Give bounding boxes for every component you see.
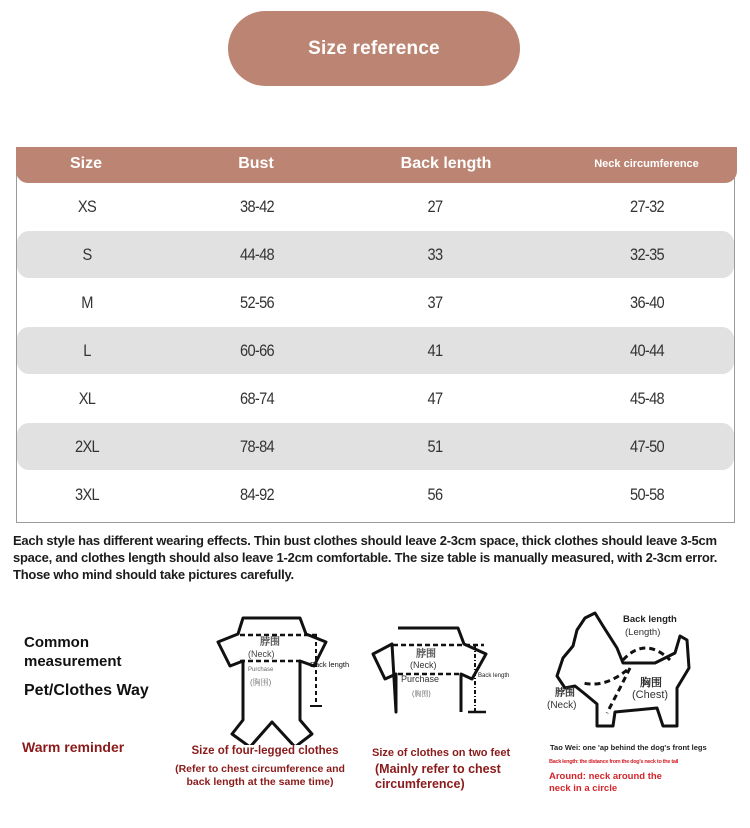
cell-back-length: 27 — [427, 197, 443, 216]
cell-bust: 44-48 — [240, 245, 274, 264]
four-legged-purchase: Purchase — [248, 667, 274, 673]
two-feet-caption: Size of clothes on two feet — [372, 747, 511, 759]
table-row — [17, 423, 734, 470]
two-feet-back-length: Back length — [478, 673, 510, 679]
cell-back-length: 47 — [427, 389, 443, 408]
two-feet-neck-cn: 脖围 — [416, 649, 436, 660]
four-legged-neck: (Neck) — [248, 649, 275, 659]
cell-back-length: 51 — [427, 437, 443, 456]
cell-bust: 60-66 — [240, 341, 274, 360]
back-length-note: Back length: the distance from the dog's neck to the tail — [549, 759, 679, 765]
dog-outline — [557, 613, 689, 726]
cell-bust: 68-74 — [240, 389, 274, 408]
cell-neck-circumference: 32-35 — [630, 245, 664, 264]
sizing-note: Each style has different wearing effects. Thin bust clothes should leave 2-3cm space, thick clothes should leave 3-5cm space, and clothes length should also leave 1-2cm comfortable. The size table is manually measured, with 2-3cm error. Those who mind should take pictures carefully. — [13, 533, 718, 582]
column-header-bust: Bust — [238, 155, 274, 172]
table-row — [17, 471, 734, 518]
four-legged-chest-cn: (胸围) — [250, 678, 272, 687]
cell-neck-circumference: 27-32 — [630, 197, 664, 216]
tao-wei-note: Tao Wei: one 'ap behind the dog's front legs — [550, 743, 707, 752]
cell-size: 3XL — [75, 485, 99, 504]
four-legged-sub-caption-line2: back length at the same time) — [186, 776, 334, 788]
dog-neck-cn: 脖围 — [555, 688, 575, 699]
cell-back-length: 41 — [427, 341, 443, 360]
cell-size: S — [82, 245, 92, 264]
four-legged-neck-cn: 脖围 — [260, 637, 280, 648]
pet-clothes-way-label: Pet/Clothes Way — [24, 682, 149, 699]
column-header-neck-circumference: Neck circumference — [594, 158, 699, 170]
cell-size: 2XL — [75, 437, 99, 456]
cell-bust: 78-84 — [240, 437, 274, 456]
cell-size: L — [83, 341, 91, 360]
four-legged-caption: Size of four-legged clothes — [191, 745, 339, 757]
around-note-line2: neck in a circle — [549, 783, 618, 794]
two-feet-purchase: Purchase — [401, 674, 440, 684]
dog-chest: (Chest) — [632, 689, 669, 701]
two-feet-sub-caption — [375, 762, 535, 792]
table-row — [17, 183, 734, 230]
four-legged-sub-caption-line1: (Refer to chest circumference and — [175, 763, 345, 775]
cell-bust: 38-42 — [240, 197, 274, 216]
common-measurement-label — [24, 633, 122, 671]
four-legged-back-length: Back length — [310, 660, 350, 669]
cell-back-length: 56 — [427, 485, 443, 504]
size-table — [16, 147, 735, 523]
dog-measurement-diagram — [545, 608, 705, 740]
two-feet-neck: (Neck) — [410, 660, 437, 670]
cell-size: XS — [77, 197, 97, 216]
cell-neck-circumference: 50-58 — [630, 485, 664, 504]
cell-back-length: 37 — [427, 293, 443, 312]
cell-size: XL — [78, 389, 96, 408]
column-header-size: Size — [69, 155, 102, 172]
cell-bust: 84-92 — [240, 485, 274, 504]
common-label-line1: Common — [24, 634, 89, 651]
two-feet-chest-cn: (胸围) — [412, 691, 431, 698]
two-feet-clothes-outline — [373, 628, 486, 712]
cell-neck-circumference: 36-40 — [630, 293, 664, 312]
dog-neck: (Neck) — [547, 700, 577, 711]
two-feet-sub-caption-line1: (Mainly refer to chest — [375, 762, 501, 776]
dog-length: (Length) — [625, 627, 661, 638]
cell-neck-circumference: 47-50 — [630, 437, 664, 456]
common-label-line2: measurement — [24, 653, 122, 670]
around-note — [549, 771, 662, 795]
table-header — [16, 147, 737, 183]
table-row — [17, 279, 734, 326]
cell-size: M — [81, 293, 93, 312]
table-row — [17, 375, 734, 422]
two-feet-clothes-diagram — [368, 622, 528, 717]
table-row — [17, 327, 734, 374]
warm-reminder-label: Warm reminder — [22, 739, 125, 755]
four-legged-sub-caption — [160, 763, 360, 789]
two-feet-sub-caption-line2: circumference) — [375, 777, 465, 791]
table-row — [17, 231, 734, 278]
cell-bust: 52-56 — [240, 293, 274, 312]
cell-neck-circumference: 40-44 — [630, 341, 664, 360]
cell-neck-circumference: 45-48 — [630, 389, 664, 408]
four-legged-clothes-diagram — [180, 610, 360, 745]
dog-chest-cn: 胸围 — [640, 677, 662, 689]
dog-back-length: Back length — [623, 614, 677, 625]
column-header-back-length: Back length — [400, 155, 492, 172]
around-note-line1: Around: neck around the — [549, 771, 662, 782]
size-reference-title: Size reference — [228, 11, 520, 86]
cell-back-length: 33 — [427, 245, 443, 264]
